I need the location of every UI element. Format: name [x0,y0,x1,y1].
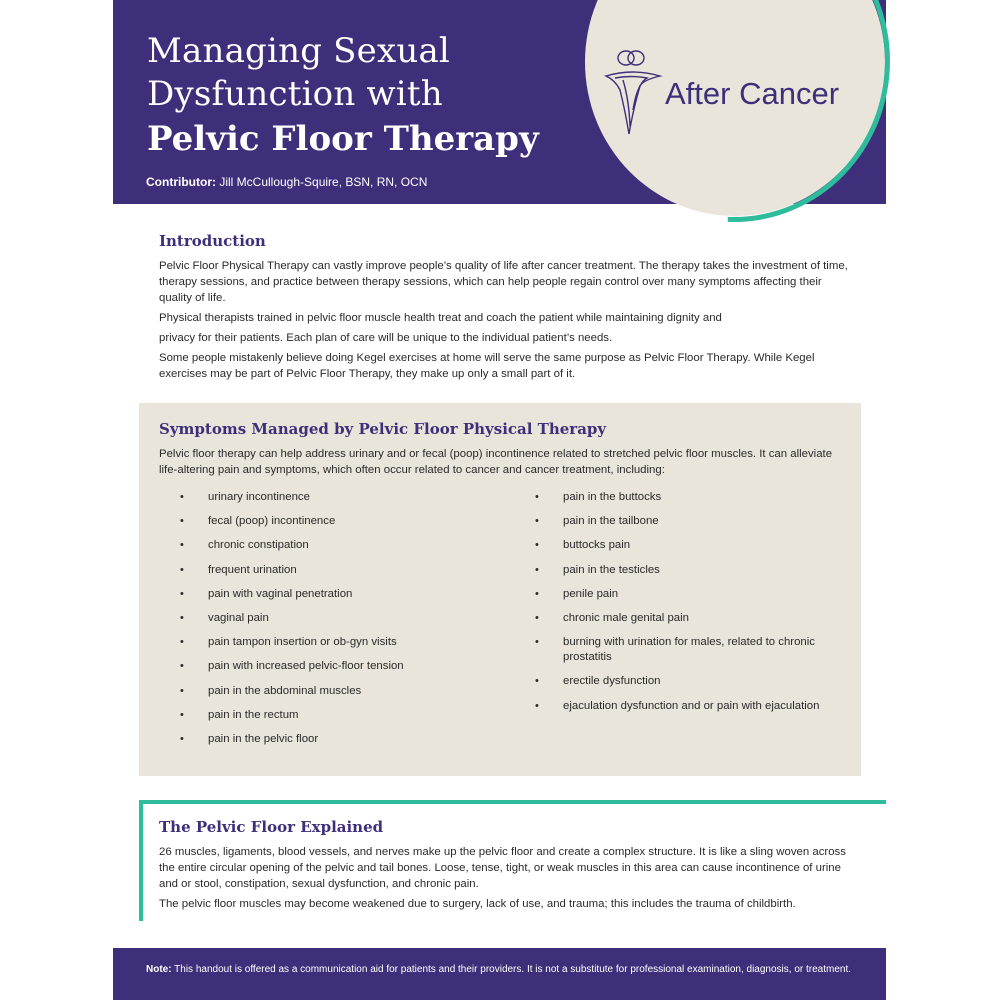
bullet: • [535,539,539,552]
explained-title: The Pelvic Floor Explained [159,818,384,836]
bullet: • [180,684,184,697]
symptoms-title: Symptoms Managed by Pelvic Floor Physical Therapy [159,420,607,438]
list-item [535,699,845,714]
list-item-text: pain with vaginal penetration [208,587,353,600]
list-item-text: pain in the buttocks [563,491,662,503]
page-title [147,30,539,162]
list-item [535,611,845,626]
list-item [180,514,510,529]
footer-note-label: Note: [146,964,172,975]
list-item-text: pain in the tailbone [563,515,659,528]
list-item [180,563,510,578]
list-item-text: urinary incontinence [208,491,310,503]
bullet: • [180,636,184,649]
list-item-text: buttocks pain [563,539,631,552]
list-item-text: erectile dysfunction [563,675,661,688]
bullet: • [180,708,184,721]
list-item [180,659,510,674]
list-item [180,684,510,699]
intro-paragraph: Some people mistakenly believe doing Kegel exercises at home will serve the same purpose as Pelvic Floor Therapy. While Kegel exercises may be part of Pelvic Floor Therapy, they make up only a small part of it. [159,352,815,380]
bullet: • [535,563,539,576]
symptoms-list-right [535,490,845,723]
list-item [180,635,510,650]
bullet: • [180,563,184,576]
list-item [535,514,845,529]
symptoms-list-left [180,490,510,756]
bullet: • [535,491,539,503]
footer-banner [113,948,886,1000]
title-line-1: Managing Sexual [147,31,450,71]
list-item [535,563,845,578]
list-item-text: burning with urination for males, related to chronic prostatitis [563,636,815,664]
list-item [180,490,510,505]
title-line-3: Pelvic Floor Therapy [147,119,539,159]
intro-paragraph: Physical therapists trained in pelvic floor muscle health treat and coach the patient while maintaining dignity and [159,312,722,324]
bullet: • [180,491,184,503]
logo-wordmark: After Cancer [665,76,840,111]
list-item-text: vaginal pain [208,611,269,624]
intro-paragraph: Pelvic Floor Physical Therapy can vastly improve people’s quality of life after cancer treatment. The therapy takes the investment of time, therapy sessions, and practice between therapy sessions, which can help people regain control over many symptoms affecting their quality of life. [159,260,848,304]
symptoms-section [159,420,849,482]
introduction-title: Introduction [159,232,266,250]
list-item-text: pain in the rectum [208,708,299,721]
bullet: • [180,587,184,600]
explained-paragraph: The pelvic floor muscles may become weakened due to surgery, lack of use, and trauma; this includes the trauma of childbirth. [159,898,796,910]
list-item [180,708,510,723]
title-line-2: Dysfunction with [147,74,443,114]
footer-note-text: This handout is offered as a communication aid for patients and their providers. It is not a substitute for professional examination, diagnosis, or treatment. [171,964,852,975]
list-item [180,538,510,553]
list-item-text: fecal (poop) incontinence [208,515,336,528]
list-item [180,587,510,602]
bullet: • [535,611,539,624]
bullet: • [535,587,539,600]
explained-section [159,818,849,916]
list-item-text: pain tampon insertion or ob-gyn visits [208,636,397,649]
list-item-text: ejaculation dysfunction and or pain with ejaculation [563,699,820,712]
bullet: • [535,699,539,712]
list-item [535,490,845,505]
bullet: • [180,611,184,624]
list-item-text: pain in the pelvic floor [208,732,319,745]
bullet: • [180,539,184,552]
list-item-text: penile pain [563,587,619,600]
list-item [535,674,845,689]
list-item-text: pain with increased pelvic-floor tension [208,660,404,673]
contributor-name: Jill McCullough-Squire, BSN, RN, OCN [215,175,428,189]
symptoms-intro: Pelvic floor therapy can help address urinary and or fecal (poop) incontinence related to stretched pelvic floor muscles. It can alleviate life-altering pain and symptoms, which often occur related to cancer and cancer treatment, including: [159,448,833,476]
list-item [535,587,845,602]
contributor-label: Contributor: [146,175,216,189]
bullet: • [180,660,184,673]
intro-paragraph: privacy for their patients. Each plan of care will be unique to the individual patient’s needs. [159,332,613,344]
bullet: • [535,515,539,528]
list-item [535,635,845,665]
bullet: • [180,732,184,745]
introduction-section [159,232,849,386]
footer-note [146,964,851,975]
bullet: • [180,515,184,528]
explained-paragraph: 26 muscles, ligaments, blood vessels, and nerves make up the pelvic floor and create a complex structure. It is like a sling woven across the entire circular opening of the pelvic and tail bones. Loose, tense, tight, or weak muscles in this area can cause incontinence of urine and or stool, constipation, sexual dysfunction, and chronic pain. [159,846,846,890]
list-item [535,538,845,553]
list-item-text: chronic male genital pain [563,611,690,624]
list-item-text: pain in the testicles [563,563,660,576]
contributor-line [146,175,427,189]
list-item-text: pain in the abdominal muscles [208,684,362,697]
list-item-text: chronic constipation [208,539,309,552]
list-item [180,732,510,747]
bullet: • [535,675,539,688]
list-item-text: frequent urination [208,563,297,576]
list-item [180,611,510,626]
bullet: • [535,636,539,649]
